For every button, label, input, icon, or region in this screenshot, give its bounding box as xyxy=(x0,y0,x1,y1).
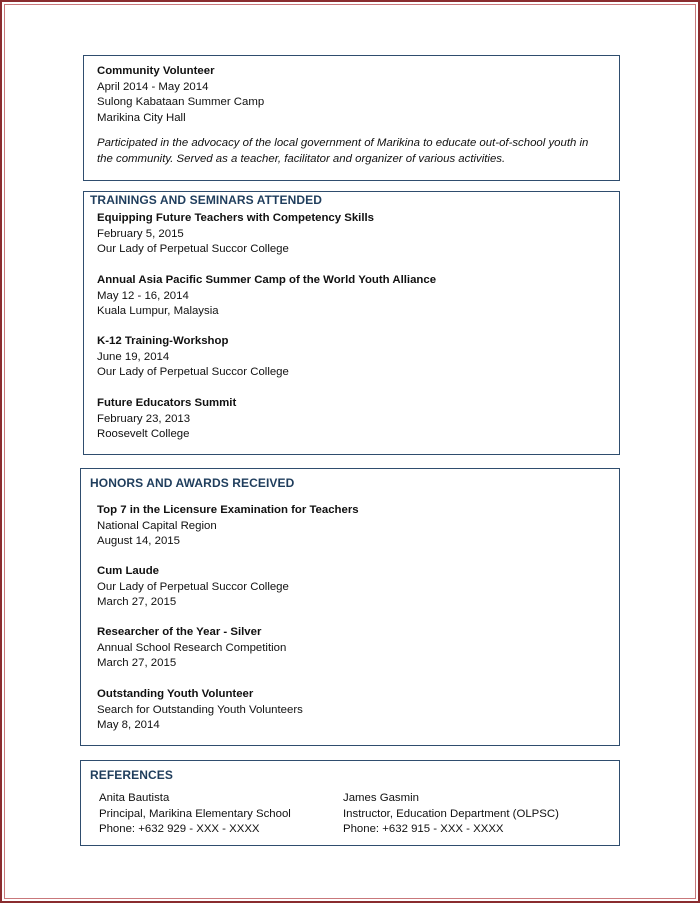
reference-entry xyxy=(99,791,291,838)
entry-description: Participated in the advocacy of the local government of Marikina to educate out-of-school youth in the community. Served as a teacher, facilitator and organizer of various activities. xyxy=(97,137,589,165)
entry-title: Top 7 in the Licensure Examination for Teachers xyxy=(97,504,359,516)
entry-date: March 27, 2015 xyxy=(97,657,177,669)
entry-date: March 27, 2015 xyxy=(97,596,177,608)
reference-name: Anita Bautista xyxy=(99,792,170,804)
training-entry xyxy=(97,396,236,443)
entry-title: Cum Laude xyxy=(97,565,160,577)
honor-entry xyxy=(97,564,289,611)
honor-entry xyxy=(97,687,303,734)
entry-detail: Annual School Research Competition xyxy=(97,641,287,654)
reference-name: James Gasmin xyxy=(343,792,419,804)
entry-organization: Sulong Kabataan Summer Camp xyxy=(97,96,265,108)
entry-date: February 23, 2013 xyxy=(97,412,191,425)
entry-detail: National Capital Region xyxy=(97,519,217,532)
entry-date: February 5, 2015 xyxy=(97,227,184,240)
entry-title: Annual Asia Pacific Summer Camp of the World Youth Alliance xyxy=(97,274,437,286)
entry-location: Kuala Lumpur, Malaysia xyxy=(97,305,219,317)
entry-location: Our Lady of Perpetual Succor College xyxy=(97,243,289,255)
entry-location: Our Lady of Perpetual Succor College xyxy=(97,366,289,378)
section-heading: HONORS AND AWARDS RECEIVED xyxy=(90,476,295,490)
entry-title: Equipping Future Teachers with Competency Skills xyxy=(97,212,375,224)
volunteer-section xyxy=(83,55,620,181)
reference-position: Principal, Marikina Elementary School xyxy=(99,807,291,820)
entry-date: May 8, 2014 xyxy=(97,719,160,731)
entry-location: Marikina City Hall xyxy=(97,111,186,124)
reference-entry xyxy=(343,791,559,838)
entry-date: June 19, 2014 xyxy=(97,350,170,363)
reference-position: Instructor, Education Department (OLPSC) xyxy=(343,807,559,820)
honor-entry xyxy=(97,503,359,550)
reference-phone: Phone: +632 915 - XXX - XXXX xyxy=(343,823,504,835)
references-section xyxy=(80,760,620,846)
training-entry xyxy=(97,273,436,320)
reference-phone: Phone: +632 929 - XXX - XXXX xyxy=(99,823,260,835)
trainings-section xyxy=(83,191,620,455)
section-heading: TRAININGS AND SEMINARS ATTENDED xyxy=(90,193,322,207)
entry-detail: Search for Outstanding Youth Volunteers xyxy=(97,703,303,716)
entry-title: Future Educators Summit xyxy=(97,397,237,409)
entry-date: May 12 - 16, 2014 xyxy=(97,289,189,302)
entry-detail: Our Lady of Perpetual Succor College xyxy=(97,580,289,593)
entry-date: April 2014 - May 2014 xyxy=(97,80,209,93)
training-entry xyxy=(97,334,289,381)
entry-title: Outstanding Youth Volunteer xyxy=(97,688,254,700)
entry-date: August 14, 2015 xyxy=(97,535,180,547)
entry-title: K-12 Training-Workshop xyxy=(97,335,229,347)
entry-location: Roosevelt College xyxy=(97,428,190,440)
section-heading: REFERENCES xyxy=(90,768,174,782)
honors-section xyxy=(80,468,620,746)
entry-title: Researcher of the Year - Silver xyxy=(97,626,262,638)
volunteer-entry xyxy=(97,64,607,167)
training-entry xyxy=(97,211,374,258)
honor-entry xyxy=(97,625,286,672)
entry-title: Community Volunteer xyxy=(97,65,215,77)
